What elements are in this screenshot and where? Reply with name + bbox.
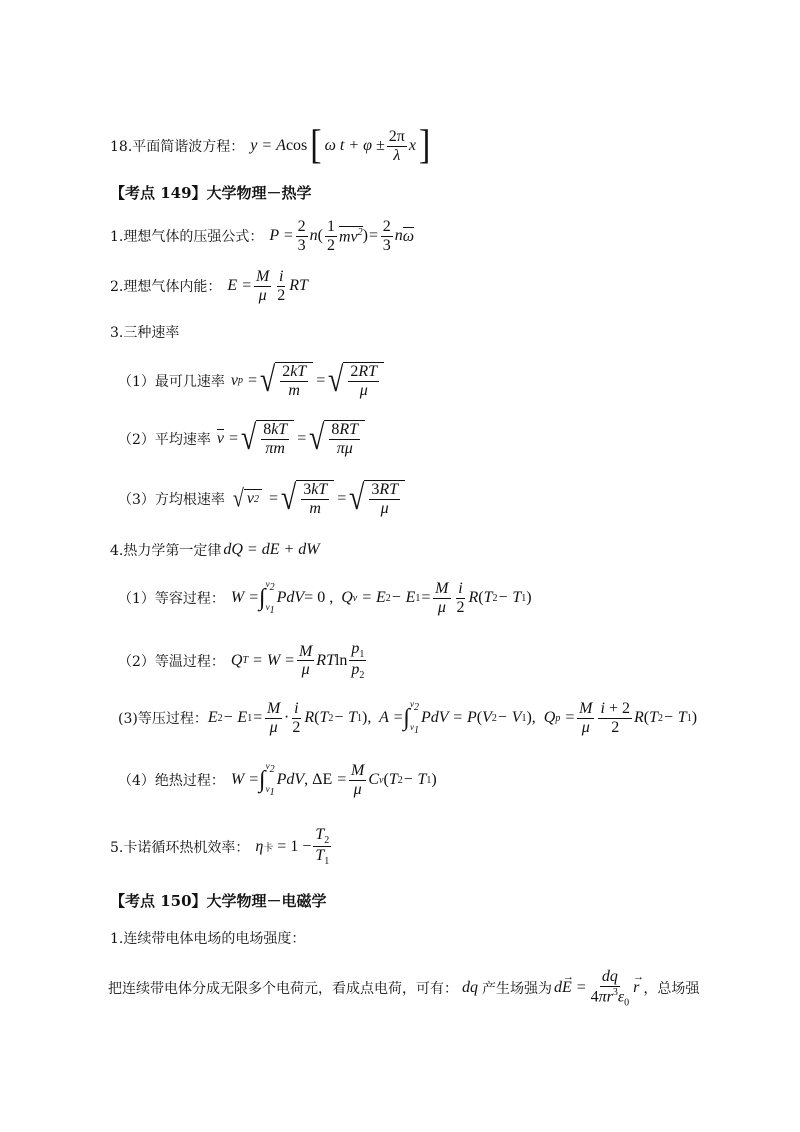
carnot-efficiency-line <box>110 826 333 867</box>
em-paragraph-after: ，总场强 <box>643 981 700 998</box>
em-paragraph-before: 把连续带电体分成无限多个电荷元，看成点电荷，可有： <box>108 981 458 998</box>
wave-equation-line <box>110 123 433 168</box>
rms-speed-line <box>118 480 407 517</box>
pressure-formula-line <box>110 218 414 254</box>
isobaric-line <box>118 700 697 736</box>
adiabatic-label: （4）绝热过程： <box>118 773 225 790</box>
internal-energy-label: 2.理想气体内能： <box>110 279 222 296</box>
most-probable-speed-formula: v p = √ $\frac{2kT}{m}$ = √ $\frac{2RT}{\mu}$ <box>231 362 386 399</box>
first-law-formula: dQ = dE + dW <box>223 541 320 558</box>
internal-energy-line <box>110 268 308 304</box>
mean-speed-formula: v = √ $\frac{8kT}{\pi m}$ = √ $\frac{8RT}{\pi\mu}$ <box>217 420 367 457</box>
wave-equation-formula: y = A cos [ ω t + φ ± $\frac{2\pi}{\lambda}$ x ] <box>250 123 431 168</box>
isochoric-line <box>118 580 532 616</box>
three-speeds-heading: 3.三种速率 <box>110 325 180 341</box>
em-field-heading: 1.连续带电体电场的电场强度： <box>110 931 306 947</box>
isochoric-label: （1）等容过程： <box>118 591 225 608</box>
internal-energy-formula: E = $\frac{M}{\mu}$ $\frac{i}{2}$ RT <box>227 268 308 304</box>
section-150-title: 【考点 150】大学物理－电磁学 <box>110 892 327 910</box>
rms-speed-formula: √ v 2 = √ $\frac{3kT}{m}$ = √ $\frac{3RT}{\mu}$ <box>231 480 407 517</box>
de-formula: d E → = $\frac{dq}{4\pi r^3\varepsilon_0}$ r → <box>554 968 645 1009</box>
isothermal-formula: Q T = W = $\frac{M}{\mu}$ RT ln $\frac{p_1}{p_2}$ <box>230 640 365 682</box>
isochoric-formula: W = ∫ $v_2$ $v_1$ PdV = 0 , Q v = E 2 − E 1 = $\frac{M}{\mu}$ $\frac{i}{2}$ R ( T 2 − T 1 ) <box>230 579 532 616</box>
dq-symbol: dq <box>462 979 478 997</box>
pressure-formula: P = $\frac{2}{3}$ n ( $\frac{1}{2}$ $mv^2$ ) = $\frac{2}{3}$ n ω <box>269 218 415 254</box>
wave-equation-label: 18.平面简谐波方程： <box>110 139 245 156</box>
carnot-efficiency-formula: η 卡 = 1 − $\frac{T_2}{T_1}$ <box>255 826 330 868</box>
adiabatic-formula: W = ∫ $v_2$ $v_1$ PdV , ΔE = $\frac{M}{\mu}$ C v ( T 2 − T 1 ) <box>230 761 437 798</box>
adiabatic-line <box>118 762 437 798</box>
em-paragraph-mid: 产生场强为 <box>482 981 552 998</box>
first-law-label: 4.热力学第一定律 <box>110 543 222 559</box>
isobaric-label: (3)等压过程： <box>118 711 208 728</box>
mean-speed-label: （2）平均速率 <box>118 431 211 448</box>
pressure-formula-label: 1.理想气体的压强公式： <box>110 229 264 246</box>
carnot-efficiency-label: 5.卡诺循环热机效率： <box>110 839 250 856</box>
most-probable-speed-line <box>118 362 386 399</box>
em-paragraph <box>108 968 699 1008</box>
first-law-line <box>110 540 320 560</box>
rms-speed-label: （3）方均根速率 <box>118 491 225 508</box>
most-probable-speed-label: （1）最可几速率 <box>118 373 225 390</box>
isothermal-line <box>118 640 368 681</box>
mean-speed-line <box>118 420 367 457</box>
isobaric-formula: E 2 − E 1 = $\frac{M}{\mu}$ · $\frac{i}{2}$ R ( T 2 − T 1 ) , A = ∫ $v_2$ $v_1$ PdV = P ( V 2 − V 1 ) , Q p = $\frac{M}{\mu}$ $\frac{i + 2}{2}$ R ( T 2 − T 1 ) <box>207 699 698 736</box>
isothermal-label: （2）等温过程： <box>118 653 225 670</box>
section-149-title: 【考点 149】大学物理－热学 <box>110 184 312 202</box>
